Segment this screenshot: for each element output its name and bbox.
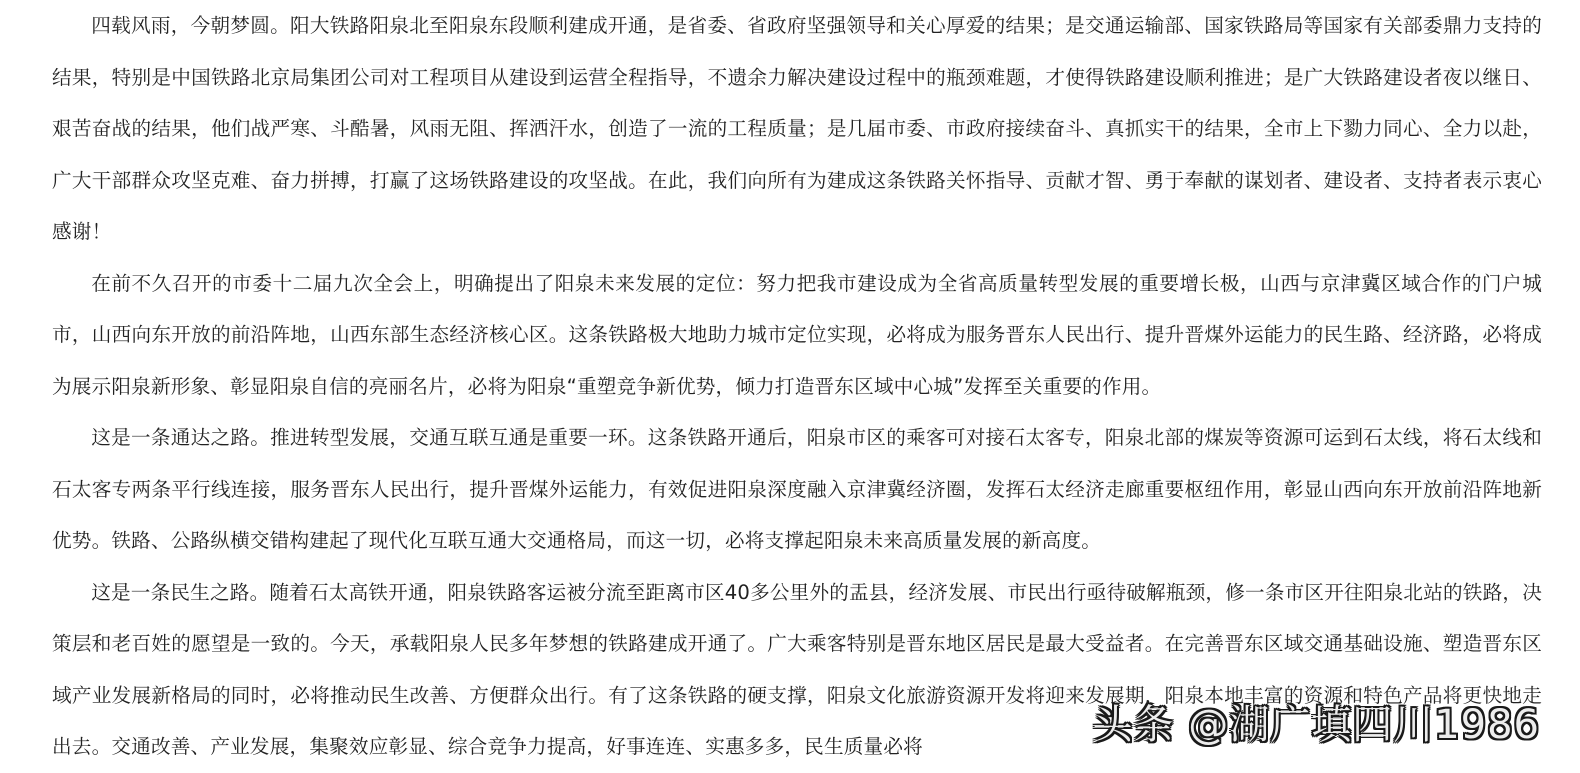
paragraph-2: 在前不久召开的市委十二届九次全会上，明确提出了阳泉未来发展的定位：努力把我市建设成为全省高质量转型发展的重要增长极，山西与京津冀区域合作的门户城市，山西向东开放的前沿阵地，山西东部生态经济核心区。这条铁路极大地助力城市定位实现，必将成为服务晋东人民出行、提升晋煤外运能力的民生路、经济路，必将成为展示阳泉新形象、彰显阳泉自信的亮丽名片，必将为阳泉“重塑竞争新优势，倾力打造晋东区域中心城”发挥至关重要的作用。	[52, 271, 1542, 398]
article-body	[52, 0, 1542, 773]
paragraph-4: 这是一条民生之路。随着石太高铁开通，阳泉铁路客运被分流至距离市区40多公里外的盂县，经济发展、市民出行亟待破解瓶颈，修一条市区开往阳泉北站的铁路，决策层和老百姓的愿望是一致的。今天，承载阳泉人民多年梦想的铁路建成开通了。广大乘客特别是晋东地区居民是最大受益者。在完善晋东区域交通基础设施、塑造晋东区域产业发展新格局的同时，必将推动民生改善、方便群众出行。有了这条铁路的硬支撑，阳泉文化旅游资源开发将迎来发展期，阳泉本地丰富的资源和特色产品将更快地走出去。交通改善、产业发展，集聚效应彰显、综合竞争力提高，好事连连、实惠多多，民生质量必将	[52, 580, 1542, 758]
source-watermark: 头条 @湖广填四川1986	[1092, 702, 1540, 748]
paragraph-1: 四载风雨，今朝梦圆。阳大铁路阳泉北至阳泉东段顺利建成开通，是省委、省政府坚强领导和关心厚爱的结果；是交通运输部、国家铁路局等国家有关部委鼎力支持的结果，特别是中国铁路北京局集团公司对工程项目从建设到运营全程指导，不遗余力解决建设过程中的瓶颈难题，才使得铁路建设顺利推进；是广大铁路建设者夜以继日、艰苦奋战的结果，他们战严寒、斗酷暑，风雨无阻、挥洒汗水，创造了一流的工程质量；是几届市委、市政府接续奋斗、真抓实干的结果，全市上下勠力同心、全力以赴，广大干部群众攻坚克难、奋力拼搏，打赢了这场铁路建设的攻坚战。在此，我们向所有为建成这条铁路关怀指导、贡献才智、勇于奉献的谋划者、建设者、支持者表示衷心感谢！	[52, 14, 1542, 243]
paragraph-3: 这是一条通达之路。推进转型发展，交通互联互通是重要一环。这条铁路开通后，阳泉市区的乘客可对接石太客专，阳泉北部的煤炭等资源可运到石太线，将石太线和石太客专两条平行线连接，服务晋东人民出行，提升晋煤外运能力，有效促进阳泉深度融入京津冀经济圈，发挥石太经济走廊重要枢纽作用，彰显山西向东开放前沿阵地新优势。铁路、公路纵横交错构建起了现代化互联互通大交通格局，而这一切，必将支撑起阳泉未来高质量发展的新高度。	[52, 426, 1542, 552]
